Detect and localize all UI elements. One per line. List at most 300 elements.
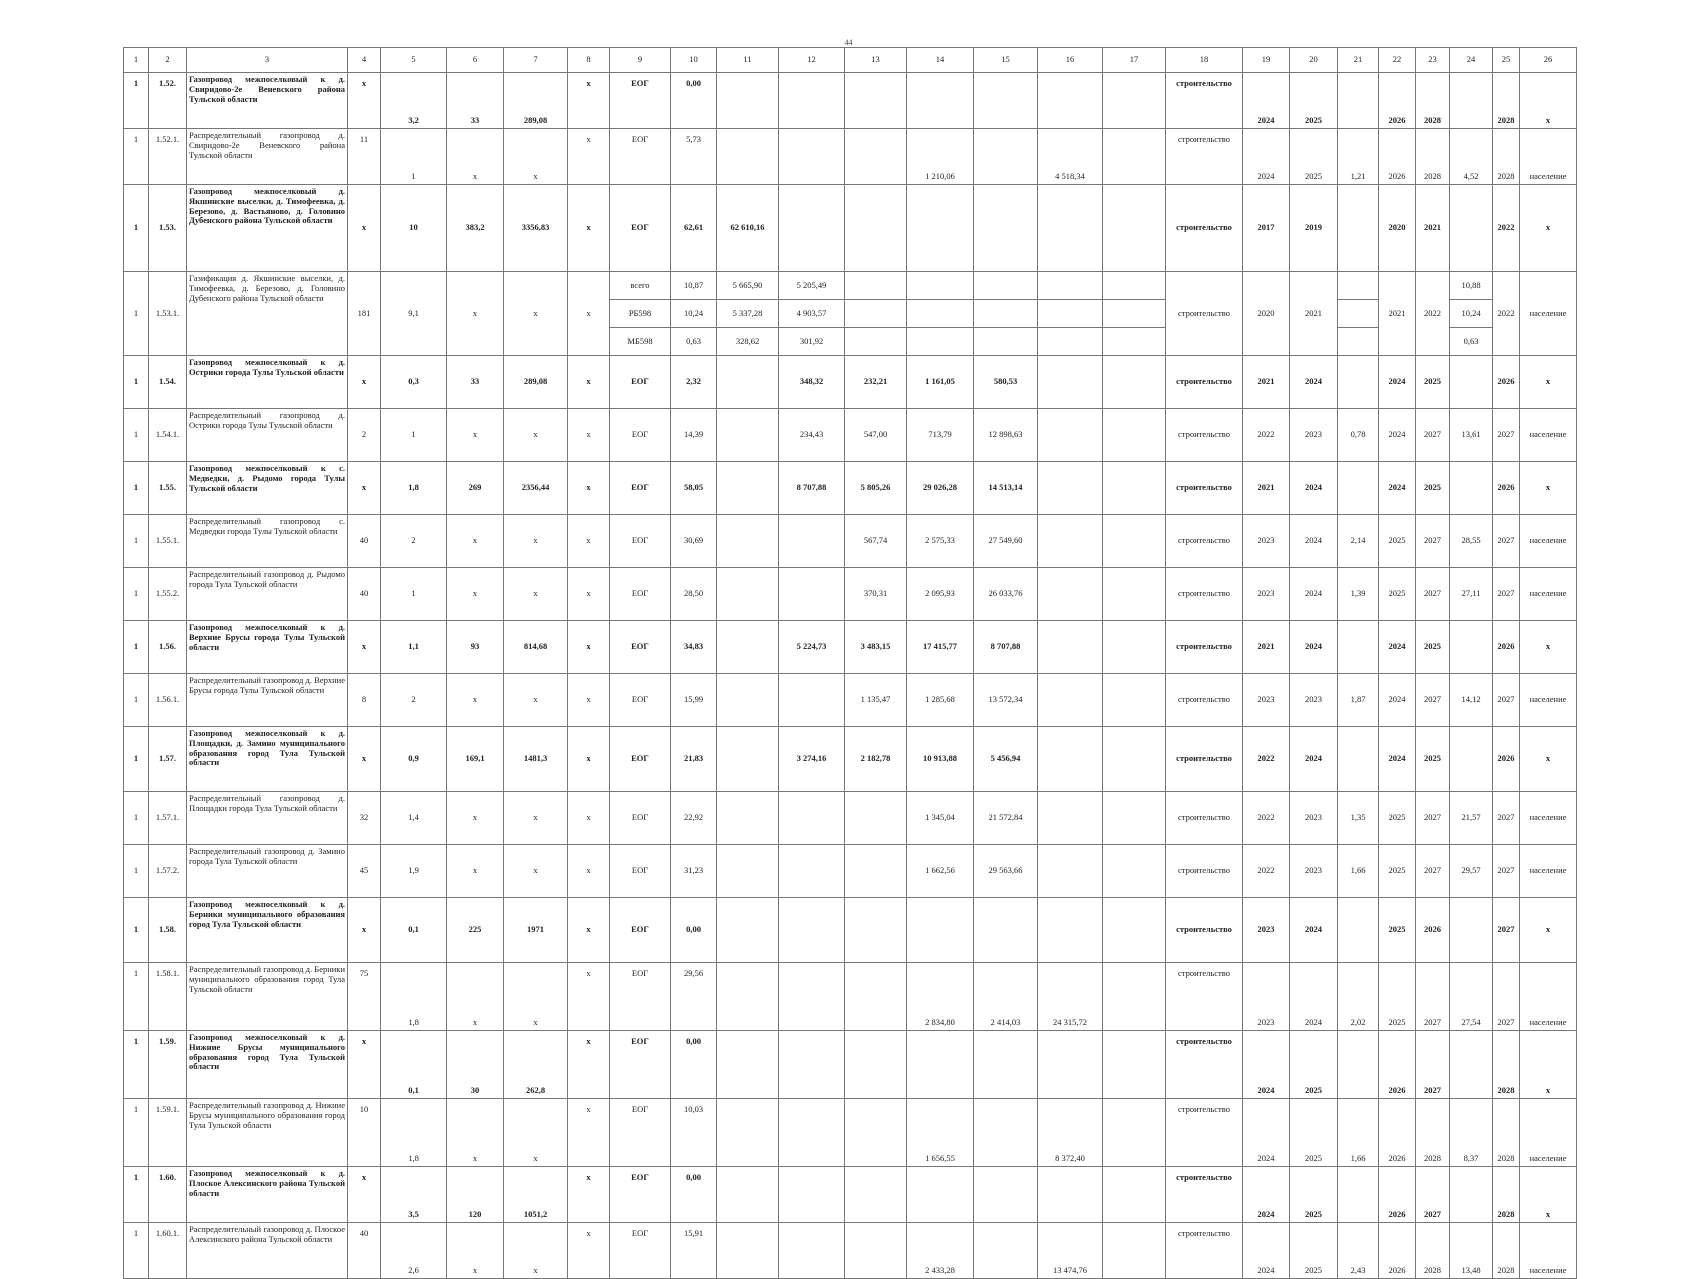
table-cell: население [1520, 845, 1577, 898]
header-cell: 23 [1416, 48, 1450, 73]
table-cell: х [348, 621, 381, 674]
table-cell: 2023 [1290, 845, 1338, 898]
table-row [124, 356, 1577, 409]
table-cell: 2022 [1243, 409, 1290, 462]
table-cell: 2024 [1243, 129, 1290, 185]
table-cell [717, 898, 779, 963]
table-cell: х [504, 515, 568, 568]
table-cell: 30,69 [671, 515, 717, 568]
table-cell: строительство [1166, 356, 1243, 409]
table-cell [1103, 1031, 1166, 1099]
table-cell: 2026 [1379, 73, 1416, 129]
table-cell: 31,23 [671, 845, 717, 898]
table-cell [845, 1223, 907, 1279]
table-cell: ЕОГ [610, 73, 671, 129]
table-cell [1038, 409, 1103, 462]
item-name: Распределительный газопровод д. Острики города Тулы Тульской области [187, 409, 348, 462]
table-cell: 2025 [1379, 963, 1416, 1031]
table-cell [717, 73, 779, 129]
table-cell: 2028 [1493, 1223, 1520, 1279]
table-cell: 2025 [1290, 1167, 1338, 1223]
table-cell: 2028 [1416, 1223, 1450, 1279]
table-cell [845, 1167, 907, 1223]
table-cell: 1,35 [1338, 792, 1379, 845]
table-cell: 29,56 [671, 963, 717, 1031]
header-cell: 20 [1290, 48, 1338, 73]
table-cell: 301,92 [779, 328, 845, 356]
table-cell: 2025 [1290, 1031, 1338, 1099]
table-cell [1450, 1167, 1493, 1223]
table-cell [1103, 462, 1166, 515]
table-cell [1038, 328, 1103, 356]
table-cell [974, 898, 1038, 963]
table-cell: 2020 [1379, 185, 1416, 272]
item-name: Газопровод межпоселковый к д. Верхние Брусы города Тулы Тульской области [187, 621, 348, 674]
header-cell: 9 [610, 48, 671, 73]
table-cell: 0,00 [671, 73, 717, 129]
table-cell: 62 610,16 [717, 185, 779, 272]
table-cell: 2024 [1243, 1167, 1290, 1223]
table-cell: 262,8 [504, 1031, 568, 1099]
table-cell: 0,00 [671, 1031, 717, 1099]
table-cell: х [568, 845, 610, 898]
table-cell: х [1520, 621, 1577, 674]
table-cell [1338, 727, 1379, 792]
table-cell: 17 415,77 [907, 621, 974, 674]
table-cell: 567,74 [845, 515, 907, 568]
table-cell [1338, 898, 1379, 963]
table-cell: х [568, 185, 610, 272]
table-cell: 28,55 [1450, 515, 1493, 568]
table-cell: х [504, 674, 568, 727]
header-cell: 17 [1103, 48, 1166, 73]
table-cell: 2025 [1416, 462, 1450, 515]
table-cell: строительство [1166, 73, 1243, 129]
table-cell: 2023 [1290, 674, 1338, 727]
table-cell: 2027 [1493, 792, 1520, 845]
table-cell: х [568, 568, 610, 621]
table-cell: 14,12 [1450, 674, 1493, 727]
table-cell: 2027 [1493, 568, 1520, 621]
table-cell: 1.53. [149, 185, 187, 272]
table-cell [974, 185, 1038, 272]
table-cell: 1 [124, 73, 149, 129]
table-cell [907, 185, 974, 272]
table-cell [1338, 73, 1379, 129]
item-name: Распределительный газопровод д. Плоское Алексинского района Тульской области [187, 1223, 348, 1279]
table-cell: 10 [348, 1099, 381, 1167]
table-cell [974, 272, 1038, 300]
table-cell: население [1520, 1099, 1577, 1167]
table-row [124, 1099, 1577, 1167]
table-cell: 3,2 [381, 73, 447, 129]
table-cell: ЕОГ [610, 621, 671, 674]
table-cell [779, 185, 845, 272]
table-cell: ЕОГ [610, 898, 671, 963]
table-cell: 2023 [1243, 963, 1290, 1031]
table-cell: 2027 [1493, 674, 1520, 727]
table-cell [779, 129, 845, 185]
table-cell: 120 [447, 1167, 504, 1223]
header-cell: 2 [149, 48, 187, 73]
table-cell: 2028 [1493, 1167, 1520, 1223]
table-cell: 2024 [1379, 356, 1416, 409]
table-cell: 1481,3 [504, 727, 568, 792]
table-cell [1103, 792, 1166, 845]
item-name: Газопровод межпоселковый к д. Нижние Брусы муниципального образования город Тула Тульской области [187, 1031, 348, 1099]
table-row [124, 674, 1577, 727]
table-cell: 0,1 [381, 1031, 447, 1099]
table-cell [717, 792, 779, 845]
table-cell: х [348, 727, 381, 792]
header-cell: 19 [1243, 48, 1290, 73]
table-cell [1103, 356, 1166, 409]
table-cell [907, 1167, 974, 1223]
table-cell: 75 [348, 963, 381, 1031]
table-cell [974, 1031, 1038, 1099]
table-cell: 10 [381, 185, 447, 272]
table-cell: 1,8 [381, 1099, 447, 1167]
table-row [124, 515, 1577, 568]
table-cell: х [568, 272, 610, 356]
item-name: Распределительный газопровод д. Замино города Тула Тульской области [187, 845, 348, 898]
table-cell: 2024 [1243, 1223, 1290, 1279]
table-cell [717, 1167, 779, 1223]
table-cell [1103, 674, 1166, 727]
table-cell [779, 898, 845, 963]
table-cell: 1051,2 [504, 1167, 568, 1223]
item-name: Распределительный газопровод д. Верхние Брусы города Тулы Тульской области [187, 674, 348, 727]
table-cell: 1,8 [381, 963, 447, 1031]
table-cell: ЕОГ [610, 727, 671, 792]
table-cell: 5,73 [671, 129, 717, 185]
table-row [124, 1167, 1577, 1223]
header-cell: 26 [1520, 48, 1577, 73]
table-cell: х [504, 1099, 568, 1167]
table-cell [1103, 328, 1166, 356]
table-cell: ЕОГ [610, 1031, 671, 1099]
table-cell [1103, 1099, 1166, 1167]
table-cell: 0,63 [1450, 328, 1493, 356]
table-cell: 34,83 [671, 621, 717, 674]
table-cell: 10,88 [1450, 272, 1493, 300]
table-cell: 2021 [1243, 356, 1290, 409]
table-cell: х [504, 792, 568, 845]
table-cell [1338, 300, 1379, 328]
table-cell: 2028 [1416, 1099, 1450, 1167]
table-cell: 2023 [1290, 792, 1338, 845]
table-cell [1338, 356, 1379, 409]
table-cell: 2028 [1416, 73, 1450, 129]
table-cell: 13,48 [1450, 1223, 1493, 1279]
table-cell: 9,1 [381, 272, 447, 356]
table-cell: 1.57. [149, 727, 187, 792]
table-cell: 2026 [1379, 1099, 1416, 1167]
table-cell: 2024 [1379, 727, 1416, 792]
table-cell: 10,03 [671, 1099, 717, 1167]
table-cell: 2026 [1493, 727, 1520, 792]
table-cell [845, 272, 907, 300]
table-cell [717, 1099, 779, 1167]
table-cell [1038, 272, 1103, 300]
table-cell: 2026 [1379, 129, 1416, 185]
table-cell [1338, 621, 1379, 674]
table-cell: 2025 [1290, 1223, 1338, 1279]
table-cell: х [1520, 1031, 1577, 1099]
table-cell [974, 73, 1038, 129]
table-cell: 2023 [1243, 674, 1290, 727]
item-name: Распределительный газопровод д. Берники муниципального образования город Тула Тульской области [187, 963, 348, 1031]
table-cell: х [1520, 727, 1577, 792]
table-cell: х [504, 963, 568, 1031]
table-cell: 1 [381, 409, 447, 462]
table-row [124, 621, 1577, 674]
table-cell: строительство [1166, 1167, 1243, 1223]
table-cell: население [1520, 1223, 1577, 1279]
table-cell: 1.59. [149, 1031, 187, 1099]
table-cell [1450, 185, 1493, 272]
table-cell: 2024 [1290, 462, 1338, 515]
table-cell: 2024 [1290, 727, 1338, 792]
table-cell: строительство [1166, 621, 1243, 674]
table-cell: х [568, 1167, 610, 1223]
table-cell: 289,08 [504, 73, 568, 129]
table-cell: строительство [1166, 727, 1243, 792]
item-name: Газификация д. Якшинские выселки, д. Тимофеевка, д. Березово, д. Головино Дубенского района Тульской области [187, 272, 348, 356]
table-cell: 8 372,40 [1038, 1099, 1103, 1167]
item-name: Распределительный газопровод д. Свиридово-2е Веневского района Тульской области [187, 129, 348, 185]
table-cell: 2027 [1416, 845, 1450, 898]
table-cell [1103, 898, 1166, 963]
table-cell: 1 [124, 1223, 149, 1279]
table-cell [845, 963, 907, 1031]
table-cell: 10,87 [671, 272, 717, 300]
table-cell [779, 1031, 845, 1099]
table-cell: 13,61 [1450, 409, 1493, 462]
table-cell [717, 568, 779, 621]
table-cell: 1.58.1. [149, 963, 187, 1031]
header-cell: 4 [348, 48, 381, 73]
table-cell: х [447, 129, 504, 185]
table-cell: 2027 [1493, 898, 1520, 963]
table-cell: 1 [124, 674, 149, 727]
table-cell: 29,57 [1450, 845, 1493, 898]
table-row [124, 963, 1577, 1031]
table-cell: 26 033,76 [974, 568, 1038, 621]
table-cell: 5 456,94 [974, 727, 1038, 792]
table-cell: х [568, 727, 610, 792]
table-cell: 3 483,15 [845, 621, 907, 674]
table-cell [1103, 272, 1166, 300]
item-name: Распределительный газопровод д. Нижние Брусы муниципального образования город Тула Тульской области [187, 1099, 348, 1167]
table-cell: х [568, 1223, 610, 1279]
table-cell [907, 272, 974, 300]
table-cell: строительство [1166, 1031, 1243, 1099]
table-cell [1338, 1031, 1379, 1099]
table-cell: 2024 [1379, 409, 1416, 462]
table-cell: 5 665,90 [717, 272, 779, 300]
table-cell [907, 898, 974, 963]
page-number: 44 [844, 38, 853, 47]
table-cell: 1 161,05 [907, 356, 974, 409]
table-cell: 2021 [1379, 272, 1416, 356]
table-cell: 2027 [1416, 568, 1450, 621]
table-cell: 1.56.1. [149, 674, 187, 727]
table-cell: 1,66 [1338, 1099, 1379, 1167]
table-cell: 15,99 [671, 674, 717, 727]
table-cell: 1.55.1. [149, 515, 187, 568]
table-cell: 2022 [1243, 727, 1290, 792]
table-cell: 348,32 [779, 356, 845, 409]
table-cell: 40 [348, 1223, 381, 1279]
table-cell: 21,83 [671, 727, 717, 792]
table-cell [1103, 1223, 1166, 1279]
table-cell: х [568, 1031, 610, 1099]
table-cell: 2023 [1290, 409, 1338, 462]
table-cell: 12 898,63 [974, 409, 1038, 462]
table-cell: 2026 [1379, 1223, 1416, 1279]
table-cell: 2 [381, 674, 447, 727]
table-cell: 2022 [1243, 792, 1290, 845]
table-cell [974, 1099, 1038, 1167]
table-cell: 181 [348, 272, 381, 356]
table-cell: 2024 [1379, 462, 1416, 515]
table-cell: население [1520, 515, 1577, 568]
table-cell: 2024 [1290, 963, 1338, 1031]
table-cell: х [1520, 185, 1577, 272]
table-cell: ЕОГ [610, 1099, 671, 1167]
table-cell: 2 [381, 515, 447, 568]
table-cell: 1 [124, 963, 149, 1031]
table-cell [845, 845, 907, 898]
table-cell: 1 [124, 1167, 149, 1223]
table-cell [717, 129, 779, 185]
table-cell: 1.60. [149, 1167, 187, 1223]
header-cell: 3 [187, 48, 348, 73]
table-cell [779, 674, 845, 727]
table-cell [717, 621, 779, 674]
table-cell: 4 518,34 [1038, 129, 1103, 185]
table-cell: ЕОГ [610, 845, 671, 898]
table-cell: население [1520, 792, 1577, 845]
table-cell [1038, 73, 1103, 129]
table-cell: х [568, 462, 610, 515]
table-cell: 2027 [1493, 515, 1520, 568]
table-cell [717, 727, 779, 792]
table-cell: х [348, 185, 381, 272]
table-cell: х [504, 129, 568, 185]
table-cell: строительство [1166, 409, 1243, 462]
table-cell: 713,79 [907, 409, 974, 462]
table-cell: 232,21 [845, 356, 907, 409]
table-cell: 2025 [1290, 129, 1338, 185]
table-cell [1450, 727, 1493, 792]
table-cell: 2027 [1416, 409, 1450, 462]
table-cell: 2019 [1290, 185, 1338, 272]
item-name: Газопровод межпоселковый к с. Медведки, д. Рыдомо города Тулы Тульской области [187, 462, 348, 515]
table-cell: 1 [124, 898, 149, 963]
table-cell: 1.58. [149, 898, 187, 963]
table-cell [1038, 621, 1103, 674]
table-cell: 8,37 [1450, 1099, 1493, 1167]
table-cell [1450, 73, 1493, 129]
table-cell: 2027 [1416, 1031, 1450, 1099]
table-cell: 1 [124, 1031, 149, 1099]
table-cell: 2025 [1290, 73, 1338, 129]
table-cell: 2025 [1379, 845, 1416, 898]
table-cell: х [447, 409, 504, 462]
table-cell: ЕОГ [610, 185, 671, 272]
table-cell: 1 656,55 [907, 1099, 974, 1167]
table-cell [974, 1167, 1038, 1223]
table-cell: 8 707,88 [974, 621, 1038, 674]
table-cell: 13 572,34 [974, 674, 1038, 727]
table-cell: 2027 [1493, 845, 1520, 898]
table-cell: 2,14 [1338, 515, 1379, 568]
table-cell [1450, 1031, 1493, 1099]
table-cell: 1 [124, 568, 149, 621]
table-cell: 1 285,68 [907, 674, 974, 727]
table-cell: 1 [124, 409, 149, 462]
item-name: Распределительный газопровод д. Рыдомо города Тула Тульской области [187, 568, 348, 621]
table-cell: 0,63 [671, 328, 717, 356]
table-cell: 58,05 [671, 462, 717, 515]
table-cell: 30 [447, 1031, 504, 1099]
table-cell: 33 [447, 356, 504, 409]
table-cell: 1 [124, 621, 149, 674]
table-cell [1103, 515, 1166, 568]
table-cell: строительство [1166, 898, 1243, 963]
table-cell: х [1520, 356, 1577, 409]
table-cell: всего [610, 272, 671, 300]
table-cell: 1.52. [149, 73, 187, 129]
gas-pipeline-table [123, 47, 1577, 1279]
table-cell: 1,39 [1338, 568, 1379, 621]
table-cell [1038, 462, 1103, 515]
table-cell [1038, 185, 1103, 272]
table-cell: 5 205,49 [779, 272, 845, 300]
table-cell: 1.52.1. [149, 129, 187, 185]
table-cell: х [447, 845, 504, 898]
table-cell [1103, 129, 1166, 185]
table-cell [779, 515, 845, 568]
table-cell: 29 563,66 [974, 845, 1038, 898]
table-cell: строительство [1166, 674, 1243, 727]
table-cell: 2022 [1243, 845, 1290, 898]
table-cell: х [1520, 73, 1577, 129]
table-cell: ЕОГ [610, 409, 671, 462]
table-cell: 2 095,93 [907, 568, 974, 621]
table-cell [1038, 845, 1103, 898]
table-cell [845, 898, 907, 963]
table-cell: 814,68 [504, 621, 568, 674]
table-cell: 2024 [1243, 1031, 1290, 1099]
table-cell: х [1520, 898, 1577, 963]
item-name: Газопровод межпоселковый к д. Берники муниципального образования город Тула Тульской области [187, 898, 348, 963]
table-cell: 1 [124, 845, 149, 898]
table-cell: население [1520, 129, 1577, 185]
table-cell: х [447, 1223, 504, 1279]
table-cell: 1.57.2. [149, 845, 187, 898]
table-cell: 2,6 [381, 1223, 447, 1279]
table-cell: 10 913,88 [907, 727, 974, 792]
item-name: Распределительный газопровод д. Площадки города Тула Тульской области [187, 792, 348, 845]
table-cell: ЕОГ [610, 792, 671, 845]
table-cell: х [447, 792, 504, 845]
header-cell: 14 [907, 48, 974, 73]
table-cell: 2,43 [1338, 1223, 1379, 1279]
table-cell: 2027 [1493, 409, 1520, 462]
